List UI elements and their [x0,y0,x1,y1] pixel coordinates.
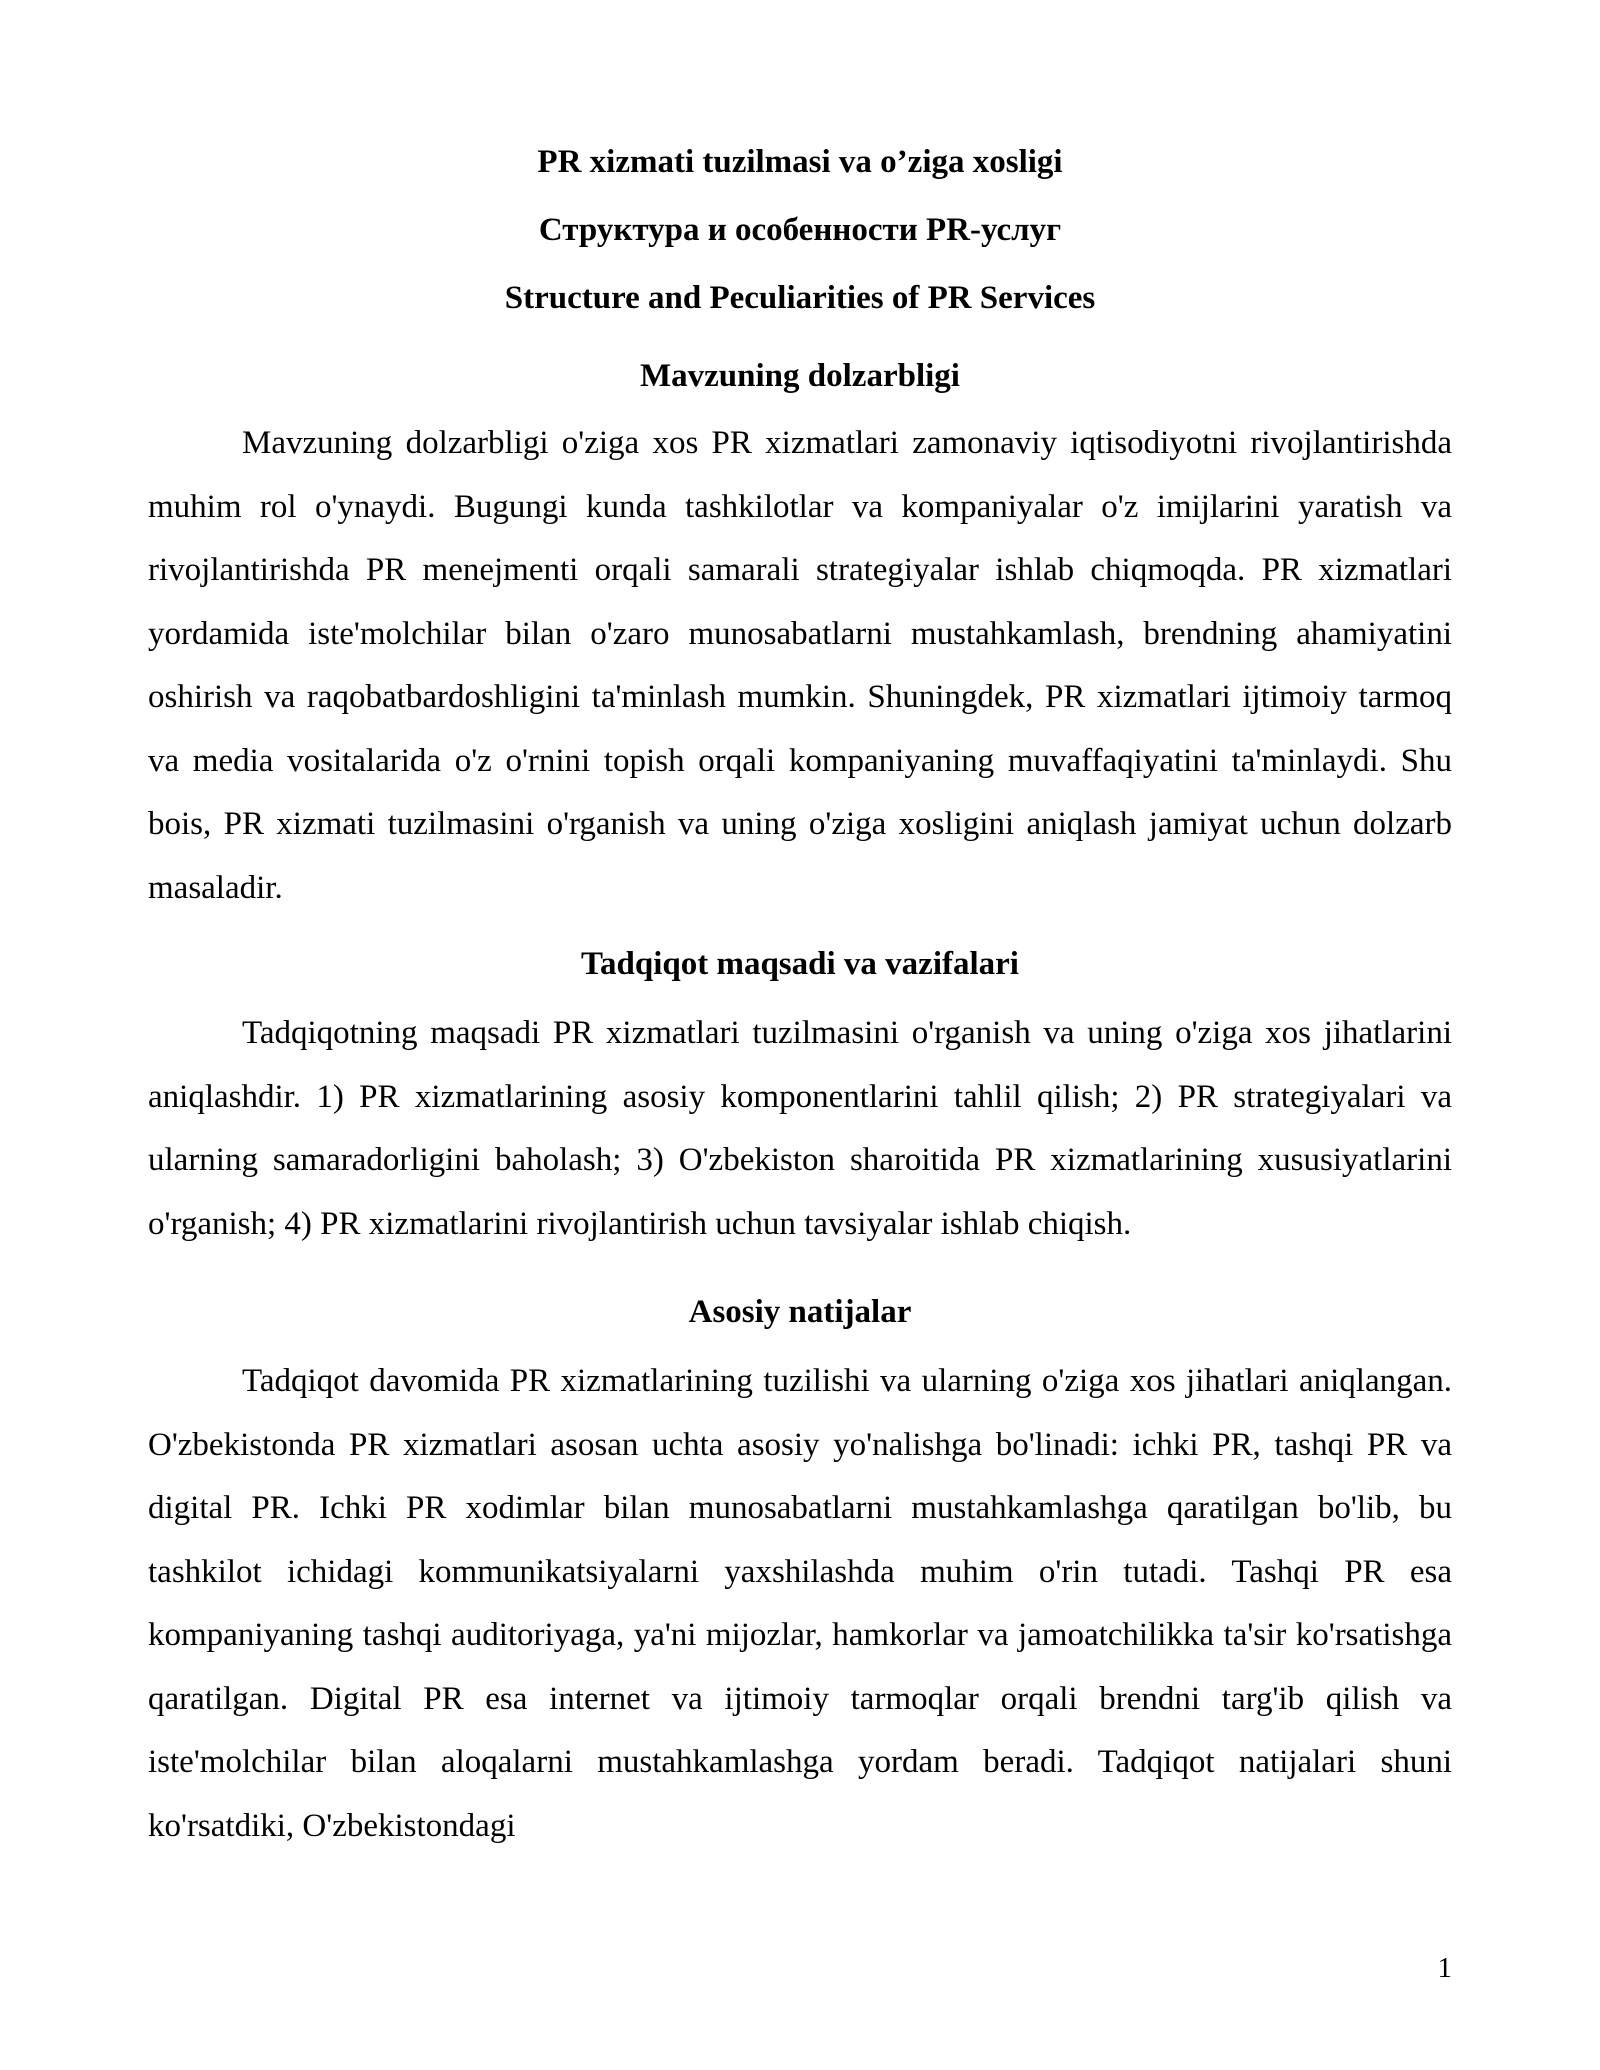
title-uzbek: PR xizmati tuzilmasi va o’ziga xosligi [537,144,1063,180]
section-heading-results: Asosiy natijalar [688,1294,912,1330]
section-paragraph-goals: Tadqiqotning maqsadi PR xizmatlari tuzilmasini o'rganish va uning o'ziga xos jihatlarini aniqlashdir. 1) PR xizmatlarining asosiy komponentlarini tahlil qilish; 2) PR strategiyalari va ularning samaradorligini baholash; 3) O'zbekiston sharoitida PR xizmatlarining xususiyatlarini o'rganish; 4) PR xizmatlarini rivojlantirish uchun tavsiyalar ishlab chiqish. [148,1015,1452,1242]
section-heading-goals: Tadqiqot maqsadi va vazifalari [581,946,1019,982]
title-russian: Структура и особенности PR-услуг [538,212,1062,248]
title-english: Structure and Peculiarities of PR Services [504,280,1096,316]
section-heading-relevance: Mavzuning dolzarbligi [640,358,960,394]
section-paragraph-results: Tadqiqot davomida PR xizmatlarining tuzilishi va ularning o'ziga xos jihatlari aniqlangan. O'zbekistonda PR xizmatlari asosan uchta asosiy yo'nalishga bo'linadi: ichki PR, tashqi PR va digital PR. Ichki PR xodimlar bilan munosabatlarni mustahkamlashga qaratilgan bo'lib, bu tashkilot ichidagi kommunikatsiyalarni yaxshilashda muhim o'rin tutadi. Tashqi PR esa kompaniyaning tashqi auditoriyaga, ya'ni mijozlar, hamkorlar va jamoatchilikka ta'sir ko'rsatishga qaratilgan. Digital PR esa internet va ijtimoiy tarmoqlar orqali brendni targ'ib qilish va iste'molchilar bilan aloqalarni mustahkamlashga yordam beradi. Tadqiqot natijalari shuni ko'rsatdiki, O'zbekistondagi [148,1363,1452,1844]
page-content [148,140,1452,1858]
page-number: 1 [1437,1952,1452,1984]
section-paragraph-relevance: Mavzuning dolzarbligi o'ziga xos PR xizmatlari zamonaviy iqtisodiyotni rivojlantirishda muhim rol o'ynaydi. Bugungi kunda tashkilotlar va kompaniyalar o'z imijlarini yaratish va rivojlantirishda PR menejmenti orqali samarali strategiyalar ishlab chiqmoqda. PR xizmatlari yordamida iste'molchilar bilan o'zaro munosabatlarni mustahkamlash, brendning ahamiyatini oshirish va raqobatbardoshligini ta'minlash mumkin. Shuningdek, PR xizmatlari ijtimoiy tarmoq va media vositalarida o'z o'rnini topish orqali kompaniyaning muvaffaqiyatini ta'minlaydi. Shu bois, PR xizmati tuzilmasini o'rganish va uning o'ziga xosligini aniqlash jamiyat uchun dolzarb masaladir. [148,425,1452,906]
